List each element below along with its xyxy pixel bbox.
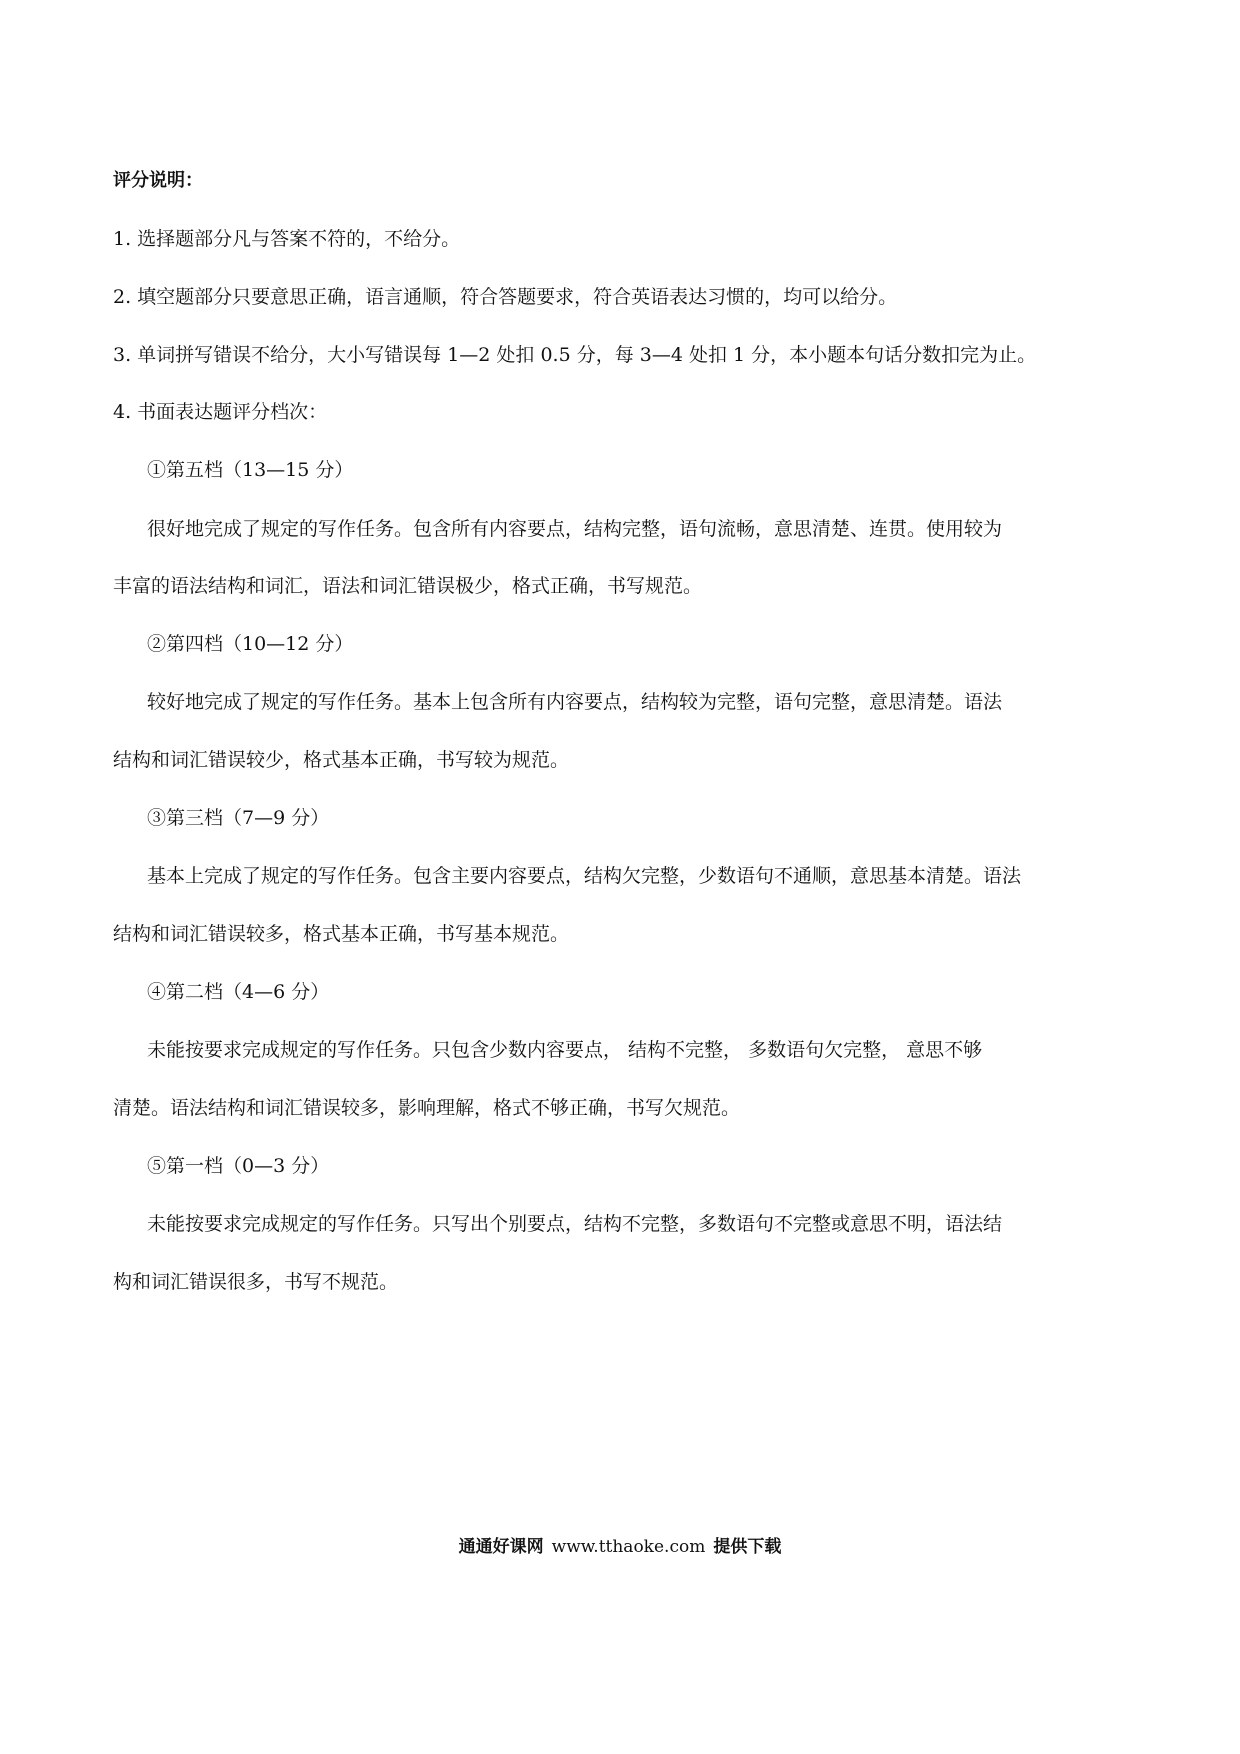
tier-2-title: ④第二档（4—6 分） <box>147 981 330 1003</box>
rule-1: 1. 选择题部分凡与答案不符的，不给分。 <box>113 228 461 250</box>
footer-url-link[interactable]: www.tthaoke.com <box>551 1537 706 1557</box>
tier-4-title: ②第四档（10—12 分） <box>147 633 354 655</box>
footer-suffix: 提供下载 <box>713 1537 782 1557</box>
tier-5-title: ①第五档（13—15 分） <box>147 459 354 481</box>
tier-1-title: ⑤第一档（0—3 分） <box>147 1155 330 1177</box>
tier-2-line-1: 未能按要求完成规定的写作任务。只包含少数内容要点， 结构不完整， 多数语句欠完整， 意思不够 <box>147 1039 983 1061</box>
tier-4-line-1: 较好地完成了规定的写作任务。基本上包含所有内容要点，结构较为完整，语句完整，意思清楚。语法 <box>147 691 1003 713</box>
tier-1-line-2: 构和词汇错误很多，书写不规范。 <box>113 1271 399 1293</box>
tier-3-line-2: 结构和词汇错误较多，格式基本正确，书写基本规范。 <box>113 923 570 945</box>
tier-2-line-2: 清楚。语法结构和词汇错误较多，影响理解，格式不够正确，书写欠规范。 <box>113 1097 741 1119</box>
rule-4: 4. 书面表达题评分档次： <box>113 401 328 423</box>
section-heading: 评分说明： <box>113 170 203 191</box>
tier-4-line-2: 结构和词汇错误较少，格式基本正确，书写较为规范。 <box>113 749 570 771</box>
rule-2: 2. 填空题部分只要意思正确，语言通顺，符合答题要求，符合英语表达习惯的，均可以给分。 <box>113 286 898 308</box>
tier-1-line-1: 未能按要求完成规定的写作任务。只写出个别要点，结构不完整，多数语句不完整或意思不明，语法结 <box>147 1213 1003 1235</box>
tier-3-line-1: 基本上完成了规定的写作任务。包含主要内容要点，结构欠完整，少数语句不通顺，意思基本清楚。语法 <box>147 865 1022 887</box>
footer-site-name: 通通好课网 <box>458 1537 544 1557</box>
page-footer <box>0 1535 1240 1559</box>
tier-5-line-2: 丰富的语法结构和词汇，语法和词汇错误极少，格式正确，书写规范。 <box>113 575 703 597</box>
tier-3-title: ③第三档（7—9 分） <box>147 807 330 829</box>
tier-5-line-1: 很好地完成了规定的写作任务。包含所有内容要点，结构完整，语句流畅，意思清楚、连贯。使用较为 <box>147 518 1003 540</box>
rule-3: 3. 单词拼写错误不给分，大小写错误每 1—2 处扣 0.5 分，每 3—4 处扣 1 分，本小题本句话分数扣完为止。 <box>113 344 1037 366</box>
